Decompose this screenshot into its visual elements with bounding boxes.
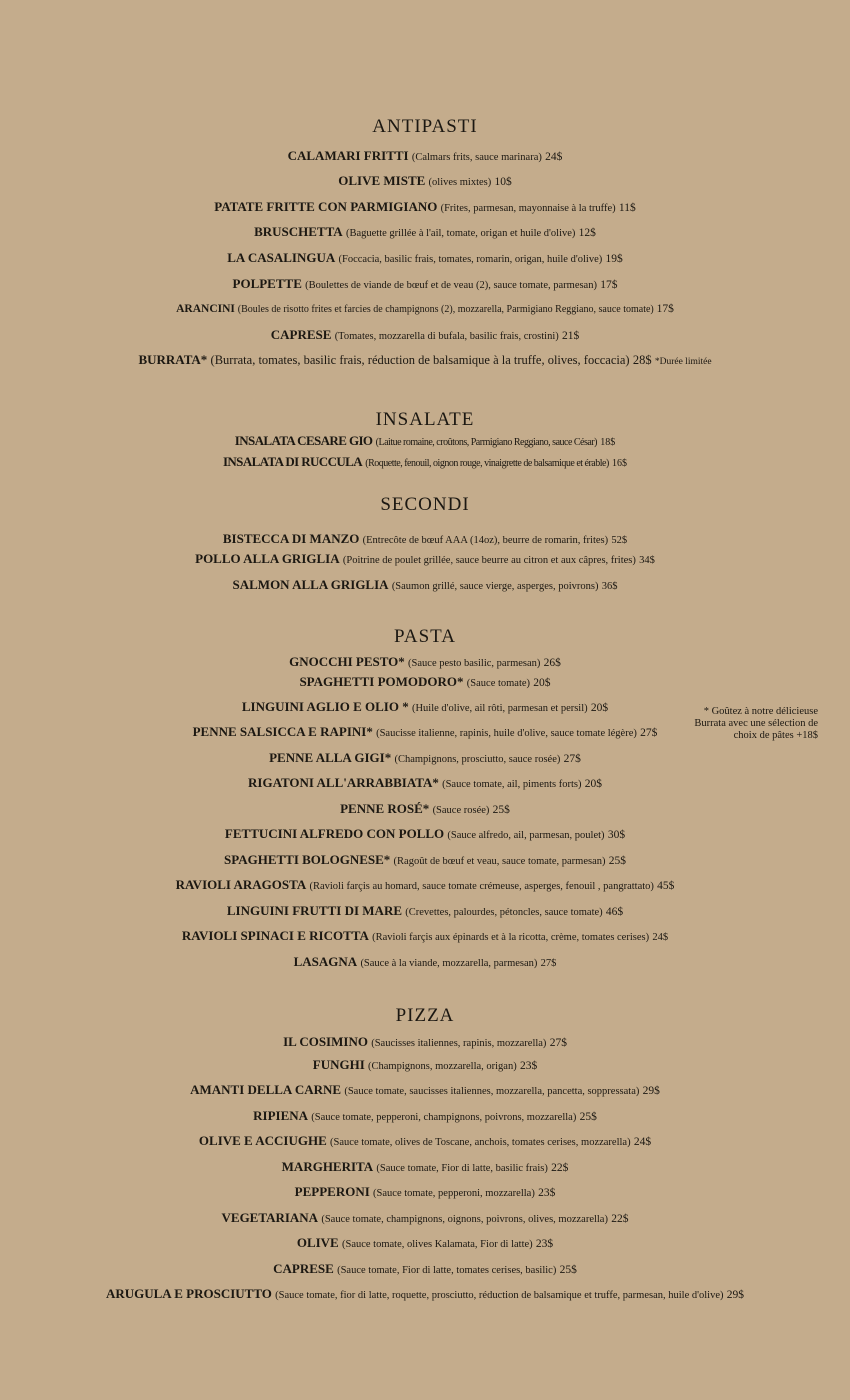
item-description: (Baguette grillée à l'ail, tomate, origan et huile d'olive) [345,228,576,239]
item-description: (Sauce rosée) [432,805,490,816]
item-price: 10$ [494,176,512,188]
item-description: (Burrata, tomates, basilic frais, réduction de balsamique à la truffe, olives, foccacia) [210,353,630,367]
item-description: (Saumon grillé, sauce vierge, asperges, poivrons) [391,581,599,592]
item-name: MARGHERITA [281,1159,374,1174]
menu-item [0,301,850,318]
item-price: 28$ [632,353,652,367]
menu-item [0,531,850,549]
section-title-secondi: SECONDI [380,494,470,515]
item-price: 24$ [633,1136,652,1148]
item-price: 24$ [545,151,563,163]
menu-item [0,327,850,345]
menu-item [0,674,850,692]
item-price: 45$ [657,880,675,892]
item-description: (Calmars frits, sauce marinara) [411,152,542,163]
item-price: 16$ [612,458,628,469]
item-price: 27$ [540,958,557,969]
item-price: 19$ [605,253,623,265]
item-description: (Entrecôte de bœuf AAA (14oz), beurre de romarin, frites) [362,535,609,546]
section-title-insalate: INSALATE [375,409,475,430]
item-name: BURRATA* [138,352,208,367]
menu-item [0,877,850,895]
item-description: (Sauce tomate) [466,678,531,689]
item-description: (Poitrine de poulet grillée, sauce beurre au citron et aux câpres, frites) [342,555,636,566]
item-name: POLLO ALLA GRIGLIA [195,551,340,566]
item-description: (Champignons, mozzarella, origan) [368,1061,517,1072]
item-price: 20$ [533,677,551,689]
item-price: 46$ [605,906,624,918]
item-price: 27$ [563,753,581,765]
item-description: (Sauce tomate, saucisses italiennes, mozzarella, pancetta, soppressata) [344,1086,640,1097]
item-name: LASAGNA [293,954,358,969]
item-price: 24$ [652,932,669,943]
menu-item [0,826,850,844]
menu-item [0,454,850,472]
item-price: 18$ [600,437,616,448]
item-price: 29$ [726,1289,745,1301]
item-name: VEGETARIANA [221,1210,319,1225]
item-description: (Sauce tomate, Fior di latte, tomates cerises, basilic) [337,1265,557,1276]
item-description: (Foccacia, basilic frais, tomates, romarin, origan, huile d'olive) [338,254,603,265]
menu-item [0,1057,850,1075]
menu-item [0,433,850,451]
menu-item [0,250,850,268]
item-description: (Saucisses italiennes, rapinis, mozzarella) [371,1038,547,1049]
item-price: 25$ [608,855,626,867]
item-name: IL COSIMINO [283,1034,368,1049]
item-description: (Ravioli farçis aux épinards et à la ricotta, crème, tomates cerises) [372,932,650,943]
menu-item [0,1261,850,1279]
menu-item [0,801,850,819]
menu-item [0,276,850,294]
item-name: POLPETTE [232,276,302,291]
menu-item [0,1108,850,1126]
item-name: FETTUCINI ALFREDO CON POLLO [224,826,445,841]
item-name: AMANTI DELLA CARNE [190,1082,342,1097]
menu-item [0,654,850,672]
item-name: RAVIOLI ARAGOSTA [175,877,307,892]
item-price: 25$ [559,1264,577,1276]
item-name: SALMON ALLA GRIGLIA [232,577,389,592]
item-price: 29$ [642,1085,660,1097]
menu-item [0,928,850,946]
item-name: LA CASALINGUA [227,250,336,265]
item-description: (Laitue romaine, croûtons, Parmigiano Reggiano, sauce César) [375,437,597,448]
item-description: (Sauce tomate, ail, piments forts) [442,779,582,790]
menu-item [0,903,850,921]
section-title-antipasti: ANTIPASTI [372,116,478,137]
item-name: BISTECCA DI MANZO [222,531,360,546]
item-name: CAPRESE [273,1261,334,1276]
item-name: ARUGULA E PROSCIUTTO [105,1286,272,1301]
item-name: INSALATA CESARE GIO [234,433,373,448]
item-name: SPAGHETTI POMODORO* [299,674,464,689]
item-price: 52$ [611,535,628,546]
menu-item [0,775,850,793]
item-price: 36$ [601,581,618,592]
item-price: 22$ [611,1213,629,1225]
item-name: FUNGHI [312,1057,365,1072]
item-name: LINGUINI AGLIO E OLIO * [241,699,409,714]
item-name: PATATE FRITTE CON PARMIGIANO [214,199,438,214]
item-description: (olives mixtes) [428,177,492,188]
item-description: (Ravioli farçis au homard, sauce tomate crémeuse, asperges, fenouil , pangrattato) [309,881,654,892]
item-price: 23$ [538,1187,556,1199]
item-price: 34$ [639,555,655,566]
item-description: (Tomates, mozzarella di bufala, basilic frais, crostini) [334,331,559,342]
item-price: 26$ [543,657,561,669]
item-description: (Sauce tomate, olives Kalamata, Fior di latte) [341,1239,533,1250]
menu-item [0,954,850,972]
item-description: (Sauce pesto basilic, parmesan) [408,658,541,669]
item-price: 12$ [578,227,596,239]
item-description: (Sauce tomate, pepperoni, champignons, poivrons, mozzarella) [311,1112,577,1123]
menu-item [0,1034,850,1052]
item-description: (Boules de risotto frites et farcies de champignons (2), mozzarella, Parmigiano Reggiano, sauce tomate) [237,304,654,315]
menu-item [0,199,850,217]
item-name: RIGATONI ALL'ARRABBIATA* [248,775,439,790]
item-name: OLIVE E ACCIUGHE [198,1133,327,1148]
item-description: (Sauce tomate, fior di latte, roquette, prosciutto, réduction de balsamique et truffe, parmesan, huile d'olive) [275,1290,724,1301]
item-price: 27$ [549,1037,567,1049]
menu-item [0,1082,850,1100]
item-description: (Ragoût de bœuf et veau, sauce tomate, parmesan) [393,856,606,867]
item-name: PENNE ROSÉ* [340,801,430,816]
item-price: 27$ [640,727,658,739]
item-name: ARANCINI [176,303,235,315]
item-description: (Sauce alfredo, ail, parmesan, poulet) [447,830,605,841]
item-price: 30$ [607,829,626,841]
menu-item [0,1184,850,1202]
item-name: GNOCCHI PESTO* [289,654,405,669]
item-price: 17$ [656,303,674,315]
item-price: 20$ [590,702,609,714]
item-description: (Frites, parmesan, mayonnaise à la truffe) [440,203,616,214]
item-name: BRUSCHETTA [254,224,343,239]
menu-item [0,1133,850,1151]
item-description: (Huile d'olive, ail rôti, parmesan et persil) [411,703,588,714]
item-description: (Sauce tomate, Fior di latte, basilic frais) [376,1163,548,1174]
item-price: 25$ [492,804,510,816]
item-name: CALAMARI FRITTI [287,148,409,163]
item-description: (Champignons, prosciutto, sauce rosée) [394,754,561,765]
menu-item [0,148,850,166]
item-name: PENNE ALLA GIGI* [269,750,392,765]
burrata-side-note: * Goûtez à notre délicieuse Burrata avec une sélection de choix de pâtes +18$ [694,706,818,741]
item-name: SPAGHETTI BOLOGNESE* [224,852,391,867]
menu-item [0,852,850,870]
menu-item [0,352,850,370]
item-name: RIPIENA [253,1108,309,1123]
item-price: 22$ [551,1162,569,1174]
item-name: OLIVE [296,1235,339,1250]
item-description: (Roquette, fenouil, oignon rouge, vinaigrette de balsamique et érable) [365,458,609,469]
item-name: INSALATA DI RUCCULA [222,454,363,469]
item-name: RAVIOLI SPINACI E RICOTTA [181,928,369,943]
menu-item [0,750,850,768]
menu-item [0,224,850,242]
item-description: (Sauce tomate, pepperoni, mozzarella) [373,1188,535,1199]
item-price: 11$ [618,202,636,214]
item-description: (Crevettes, palourdes, pétoncles, sauce tomate) [405,907,603,918]
menu-item [0,173,850,191]
menu-item [0,1159,850,1177]
section-title-pasta: PASTA [394,626,456,647]
item-name: OLIVE MISTE [338,173,426,188]
menu-item [0,1210,850,1228]
item-name: PEPPERONI [294,1184,370,1199]
item-description: (Boulettes de viande de bœuf et de veau (2), sauce tomate, parmesan) [305,280,597,291]
item-name: CAPRESE [270,327,332,342]
menu-item [0,1235,850,1253]
item-price: 21$ [562,330,580,342]
item-price: 17$ [600,279,618,291]
item-name: PENNE SALSICCA E RAPINI* [192,724,373,739]
menu-item [0,1286,850,1304]
item-description: (Sauce tomate, champignons, oignons, poivrons, olives, mozzarella) [321,1214,608,1225]
item-name: LINGUINI FRUTTI DI MARE [226,903,403,918]
item-price: 20$ [584,778,602,790]
item-price: 25$ [579,1111,597,1123]
item-price: 23$ [535,1238,554,1250]
section-title-pizza: PIZZA [395,1005,455,1026]
menu-item [0,577,850,595]
item-price: 23$ [519,1060,538,1072]
item-description: (Sauce à la viande, mozzarella, parmesan) [360,958,538,969]
menu-item [0,551,850,569]
item-description: (Saucisse italienne, rapinis, huile d'olive, sauce tomate légère) [376,728,637,739]
item-note: *Durée limitée [654,357,712,367]
item-description: (Sauce tomate, olives de Toscane, anchois, tomates cerises, mozzarella) [330,1137,631,1148]
